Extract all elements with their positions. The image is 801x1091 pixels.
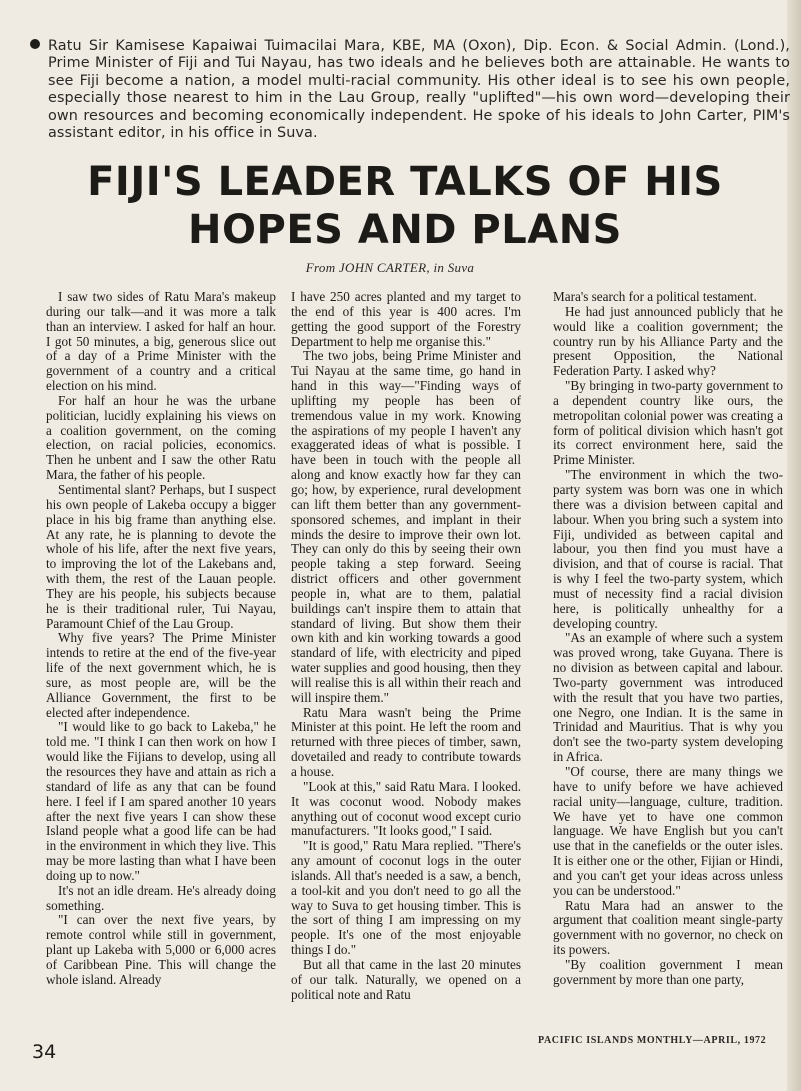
byline: From JOHN CARTER, in Suva bbox=[305, 260, 475, 275]
intro-paragraph bbox=[48, 38, 790, 142]
paragraph: "By coalition government I mean government by more than one party, bbox=[553, 956, 783, 987]
paragraph: "I can over the next five years, by remote control while still in government, plant up Lakeba with 5,000 or 6,000 acres of Caribbean Pine. This will change the whole island. Already bbox=[46, 912, 276, 987]
article-column-3 bbox=[553, 290, 783, 988]
paragraph: I have 250 acres planted and my target to the end of this year is 400 acres. I'm getting the good support of the Forestry Department to help me organise this." bbox=[291, 289, 521, 349]
paragraph: I saw two sides of Ratu Mara's makeup during our talk—and it was more a talk than an interview. I asked for half an hour. I got 50 minutes, a big, generous slice out of a day of a Prime Minister with the government of a country and a critical election on his mind. bbox=[46, 289, 276, 394]
page-title bbox=[60, 158, 750, 254]
paragraph: "By bringing in two-party government to a dependent country like ours, the metropolitan colonial power was creating a form of political division which hasn't got its correct environment here, said the Prime Minister. bbox=[553, 378, 783, 468]
paragraph: "Look at this," said Ratu Mara. I looked. It was coconut wood. Nobody makes anything out of coconut wood except curio manufacturers. "It looks good," I said. bbox=[291, 778, 521, 839]
bullet-icon bbox=[30, 39, 40, 49]
paragraph: Why five years? The Prime Minister intends to retire at the end of the five-year life of the next government which, he is sure, as most people are, will be the Alliance Government, the first to be elected after independence. bbox=[46, 630, 276, 720]
paragraph: Ratu Mara had an answer to the argument that coalition meant single-party government with no governor, no check on its powers. bbox=[553, 897, 783, 958]
article-body bbox=[46, 290, 791, 1025]
headline-line-1: FIJI'S LEADER TALKS OF HIS bbox=[87, 159, 723, 205]
paragraph: Ratu Mara wasn't being the Prime Minister at this point. He left the room and returned with three pieces of timber, sawn, dovetailed and ready to contribute towards a house. bbox=[291, 704, 521, 779]
headline-line-2: HOPES AND PLANS bbox=[188, 207, 622, 253]
paragraph: "The environment in which the two-party system was born was one in which there was a division between capital and labour. When you bring such a system into Fiji, undivided as between capital and labour, you then find you must have a division, and that of course is racial. That is why I feel the two-party system, which must of necessity find a racial division here, is politically unhealthy for a developing country. bbox=[553, 467, 783, 631]
paragraph: For half an hour he was the urbane politician, lucidly explaining his views on a coalition government, on the coming election, on racial policies, economics. Then he unbent and I saw the other Ratu Mara, the father of his people. bbox=[46, 392, 276, 483]
paragraph: It's not an idle dream. He's already doing something. bbox=[46, 882, 276, 913]
paragraph: "As an example of where such a system was proved wrong, take Guyana. There is no division as between capital and labour. Two-party government was introduced with the result that you have two parties, one Negro, one Indian. It is the same in Trinidad and Mauritius. That is why you don't see the two-party system developing in Africa. bbox=[553, 630, 783, 765]
article-column-1 bbox=[46, 290, 276, 988]
paragraph: But all that came in the last 20 minutes of our talk. Naturally, we opened on a political note and Ratu bbox=[291, 956, 521, 1002]
paragraph: Mara's search for a political testament. bbox=[553, 289, 757, 304]
running-footer: PACIFIC ISLANDS MONTHLY—APRIL, 1972 bbox=[538, 1035, 767, 1046]
paragraph: The two jobs, being Prime Minister and Tui Nayau at the same time, go hand in hand in this way—"Finding ways of uplifting my people has been of tremendous value in my work. Knowing the aspirations of my people I haven't any exaggerated ideas of what is possible. I have been in touch with the people all along and know exactly how far they can go; how, by experience, rural development can lift them better than any government-sponsored schemes, and implant in their minds the desire to improve their own lot. They can only do this by seeing their own people taking a step forward. Seeing district officers and other government people in, what are to them, palatial buildings can't inspire them to attain that standard of living. But show them their own kith and kin working towards a good standard of life, with electricity and piped water supplies and good housing, then they will realise this is all within their reach and will inspire them." bbox=[291, 348, 521, 705]
paragraph: "It is good," Ratu Mara replied. "There's any amount of coconut logs in the outer islands. All that's needed is a saw, a bench, a tool-kit and you don't need to go all the way to Suva to get housing timber. This is the sort of thing I am impressing on my people. It's one of the most enjoyable things I do." bbox=[291, 838, 521, 958]
intro-text: Ratu Sir Kamisese Kapaiwai Tuimacilai Mara, KBE, MA (Oxon), Dip. Econ. & Social Admin. (Lond.), Prime Minister of Fiji and Tui Nayau, has two ideals and he believes both are attainable. He wants to see Fiji become a nation, a model multi-racial community. His other ideal is to see his own people, especially those nearest to him in the Lau Group, really "uplifted"—his own word—developing their own resources and becoming economically independent. He spoke of his ideals to John Carter, PIM's assistant editor, in his office in Suva. bbox=[48, 38, 790, 142]
paragraph: "I would like to go back to Lakeba," he told me. "I think I can then work on how I would like the Fijians to develop, using all the resources they have and attain as rich a standard of life as any that can be found here. I feel if I am spared another 10 years after the next five years I can show these Island people what a good life can be had in the environment in which they live. This may be more lasting than what I have been doing up to now." bbox=[46, 719, 276, 883]
paragraph: He had just announced publicly that he would like a coalition government; the country run by his Alliance Party and the present Opposition, the National Federation Party. I asked why? bbox=[553, 303, 783, 379]
paragraph: Sentimental slant? Perhaps, but I suspect his own people of Lakeba occupy a bigger place in his big frame than anything else. At any rate, he is planning to devote the whole of his life, after the next five years, to improving the lot of the Lakebans and, with them, the rest of the Lauan people. They are his people, his subjects because he is their traditional ruler, Tui Nayau, Paramount Chief of the Lau Group. bbox=[46, 481, 276, 631]
page-number: 34 bbox=[32, 1041, 57, 1063]
paragraph: "Of course, there are many things we have to unify before we have achieved racial unity—language, culture, tradition. We have yet to have one common language. We have English but you can't use that in the canefields or the outer isles. It is either one or the other, Fijian or Hindi, and you can't get your ideas across unless you can be understood." bbox=[553, 764, 783, 898]
article-column-2 bbox=[291, 290, 521, 1003]
